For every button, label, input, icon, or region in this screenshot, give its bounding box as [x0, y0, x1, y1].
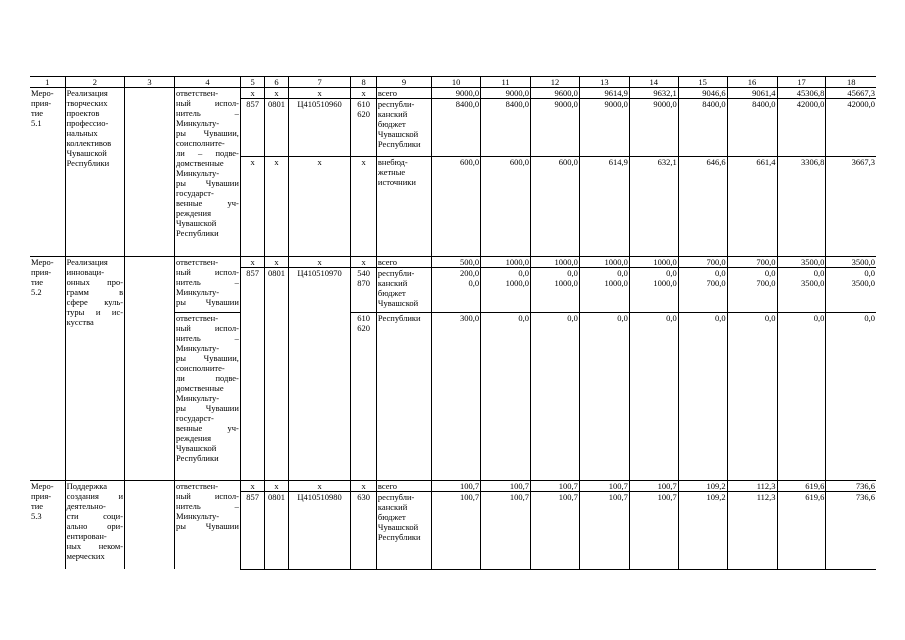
column-number: 3 — [125, 77, 175, 88]
value-cell: 9000,0 — [531, 99, 580, 157]
column-number: 14 — [629, 77, 678, 88]
value-cell: 1000,0 — [481, 257, 531, 268]
value-cell: 112,3 — [727, 480, 777, 491]
measure-name: Меро- прия- тие 5.1 — [30, 88, 65, 257]
funding-source: Республики — [376, 312, 431, 480]
target-item-code: x — [288, 480, 351, 491]
value-cell: 0,0 — [777, 268, 826, 279]
target-item-code: x — [288, 257, 351, 268]
funding-source: внебюд- жетные источники — [376, 157, 431, 257]
value-cell: 0,0 — [432, 278, 481, 312]
value-cell: 1000,0 — [629, 257, 678, 268]
value-cell: 661,4 — [727, 157, 777, 257]
value-cell: 619,6 — [777, 480, 826, 491]
value-cell: 1000,0 — [629, 278, 678, 312]
value-cell: 3500,0 — [826, 278, 876, 312]
value-cell: 100,7 — [481, 480, 531, 491]
value-cell: 500,0 — [432, 257, 481, 268]
section-code: 0801 — [265, 268, 288, 481]
value-cell: 8400,0 — [727, 99, 777, 157]
value-cell: 100,7 — [629, 480, 678, 491]
value-cell: 109,2 — [678, 491, 727, 569]
value-cell: 3500,0 — [826, 257, 876, 268]
value-cell: 0,0 — [531, 268, 580, 279]
target-item-code: Ц410510960 — [288, 99, 351, 157]
target-item-code: Ц410510980 — [288, 491, 351, 569]
ministry-code: x — [240, 88, 264, 99]
ministry-code: x — [240, 480, 264, 491]
value-cell: 300,0 — [432, 312, 481, 480]
ministry-code: 857 — [240, 99, 264, 157]
value-cell: 700,0 — [727, 278, 777, 312]
value-cell: 0,0 — [629, 312, 678, 480]
value-cell: 100,7 — [531, 491, 580, 569]
value-cell: 100,7 — [579, 491, 629, 569]
value-cell: 9000,0 — [481, 88, 531, 99]
value-cell: 0,0 — [826, 312, 876, 480]
value-cell: 112,3 — [727, 491, 777, 569]
value-cell: 9614,9 — [579, 88, 629, 99]
funding-source: всего — [376, 480, 431, 491]
value-cell: 45667,3 — [826, 88, 876, 99]
value-cell: 8400,0 — [432, 99, 481, 157]
expense-type-code: x — [351, 257, 377, 268]
value-cell: 736,6 — [826, 491, 876, 569]
budget-table — [30, 76, 876, 570]
value-cell: 100,7 — [629, 491, 678, 569]
value-cell: 700,0 — [678, 278, 727, 312]
value-cell: 0,0 — [629, 268, 678, 279]
value-cell: 700,0 — [678, 257, 727, 268]
table-row — [30, 480, 876, 491]
section-code: 0801 — [265, 491, 288, 569]
value-cell: 614,9 — [579, 157, 629, 257]
column-number: 18 — [826, 77, 876, 88]
value-cell: 0,0 — [579, 312, 629, 480]
value-cell: 600,0 — [531, 157, 580, 257]
value-cell: 0,0 — [727, 312, 777, 480]
value-cell: 1000,0 — [579, 257, 629, 268]
value-cell: 1000,0 — [531, 278, 580, 312]
value-cell: 100,7 — [432, 491, 481, 569]
section-code: x — [265, 257, 288, 268]
value-cell: 736,6 — [826, 480, 876, 491]
value-cell: 0,0 — [678, 312, 727, 480]
expense-type-code: 630 — [351, 491, 377, 569]
funding-source: республи- канский бюджет Чувашской Республики — [376, 491, 431, 569]
value-cell: 3667,3 — [826, 157, 876, 257]
value-cell: 700,0 — [727, 257, 777, 268]
section-code: x — [265, 480, 288, 491]
ministry-code: x — [240, 257, 264, 268]
funding-source: всего — [376, 257, 431, 268]
value-cell: 200,0 — [432, 268, 481, 279]
value-cell: 42000,0 — [777, 99, 826, 157]
value-cell: 619,6 — [777, 491, 826, 569]
column-number: 10 — [432, 77, 481, 88]
column-number: 1 — [30, 77, 65, 88]
expense-type-code: x — [351, 88, 377, 99]
measure-name: Меро- прия- тие 5.2 — [30, 257, 65, 481]
value-cell: 1000,0 — [579, 278, 629, 312]
value-cell: 0,0 — [826, 268, 876, 279]
section-code: x — [265, 157, 288, 257]
expense-type-code: x — [351, 157, 377, 257]
section-code: x — [265, 88, 288, 99]
header-row — [30, 77, 876, 88]
value-cell: 0,0 — [481, 268, 531, 279]
ministry-code: x — [240, 157, 264, 257]
value-cell: 646,6 — [678, 157, 727, 257]
value-cell: 45306,8 — [777, 88, 826, 99]
value-cell: 0,0 — [727, 268, 777, 279]
value-cell: 632,1 — [629, 157, 678, 257]
value-cell: 1000,0 — [531, 257, 580, 268]
value-cell: 0,0 — [531, 312, 580, 480]
column-number: 9 — [376, 77, 431, 88]
measure-title: Реализация инноваци- онных про- грамм в сфере куль- туры и ис- кусства — [65, 257, 125, 481]
value-cell: 8400,0 — [678, 99, 727, 157]
column-number: 8 — [351, 77, 377, 88]
column-number: 11 — [481, 77, 531, 88]
column-number: 2 — [65, 77, 125, 88]
section-code: 0801 — [265, 99, 288, 157]
funding-source: республи- — [376, 268, 431, 279]
value-cell: 8400,0 — [481, 99, 531, 157]
responsible-executor: ответствен- ный испол- нитель – Минкульту- ры Чувашии — [175, 480, 241, 569]
value-cell: 0,0 — [579, 268, 629, 279]
measure-title: Поддержка создания и деятельно- сти соци- ально ори- ентирован- ных неком- мерческих — [65, 480, 125, 569]
value-cell: 9600,0 — [531, 88, 580, 99]
value-cell: 42000,0 — [826, 99, 876, 157]
measure-title: Реализация творческих проектов профессио- нальных коллективов Чувашской Республики — [65, 88, 125, 257]
column-number: 17 — [777, 77, 826, 88]
column-number: 13 — [579, 77, 629, 88]
expense-type-code: x — [351, 480, 377, 491]
funding-source: канский бюджет Чувашской — [376, 278, 431, 312]
value-cell: 9000,0 — [432, 88, 481, 99]
target-item-code: x — [288, 88, 351, 99]
value-cell: 100,7 — [531, 480, 580, 491]
column-number: 6 — [265, 77, 288, 88]
value-cell: 600,0 — [432, 157, 481, 257]
value-cell: 0,0 — [777, 312, 826, 480]
value-cell: 109,2 — [678, 480, 727, 491]
value-cell: 100,7 — [481, 491, 531, 569]
column-number: 16 — [727, 77, 777, 88]
empty-cell — [125, 257, 175, 481]
empty-cell — [125, 480, 175, 569]
funding-source: всего — [376, 88, 431, 99]
responsible-executor: ответствен- ный испол- нитель – Минкульту- ры Чувашии — [175, 257, 241, 313]
target-item-code: Ц410510970 — [288, 268, 351, 481]
column-number: 5 — [240, 77, 264, 88]
column-number: 15 — [678, 77, 727, 88]
expense-type-code: 540 — [351, 268, 377, 279]
expense-type-code: 610 620 — [351, 99, 377, 157]
value-cell: 3306,8 — [777, 157, 826, 257]
empty-cell — [125, 88, 175, 257]
value-cell: 3500,0 — [777, 257, 826, 268]
column-number: 7 — [288, 77, 351, 88]
responsible-executor: ответствен- ный испол- нитель – Минкульту- ры Чувашии, соисполните- ли – подве- домственные Минкульту- ры Чувашии государст- венные уч- реждения Чувашской Республики — [175, 88, 241, 257]
value-cell: 3500,0 — [777, 278, 826, 312]
value-cell: 9632,1 — [629, 88, 678, 99]
value-cell: 9046,6 — [678, 88, 727, 99]
value-cell: 100,7 — [432, 480, 481, 491]
value-cell: 100,7 — [579, 480, 629, 491]
target-item-code: x — [288, 157, 351, 257]
value-cell: 600,0 — [481, 157, 531, 257]
funding-source: республи- канский бюджет Чувашской Республики — [376, 99, 431, 157]
responsible-executor: ответствен- ный испол- нитель – Минкульту- ры Чувашии, соисполните- ли подве- домственные Минкульту- ры Чувашии государст- венные уч- реждения Чувашской Республики — [175, 312, 241, 480]
value-cell: 0,0 — [481, 312, 531, 480]
ministry-code: 857 — [240, 268, 264, 481]
value-cell: 0,0 — [678, 268, 727, 279]
expense-type-code: 870 — [351, 278, 377, 312]
value-cell: 9000,0 — [629, 99, 678, 157]
expense-type-code: 610 620 — [351, 312, 377, 480]
table-row — [30, 257, 876, 268]
value-cell: 1000,0 — [481, 278, 531, 312]
ministry-code: 857 — [240, 491, 264, 569]
value-cell: 9000,0 — [579, 99, 629, 157]
table-row — [30, 88, 876, 99]
column-number: 12 — [531, 77, 580, 88]
measure-name: Меро- прия- тие 5.3 — [30, 480, 65, 569]
column-number: 4 — [175, 77, 241, 88]
value-cell: 9061,4 — [727, 88, 777, 99]
